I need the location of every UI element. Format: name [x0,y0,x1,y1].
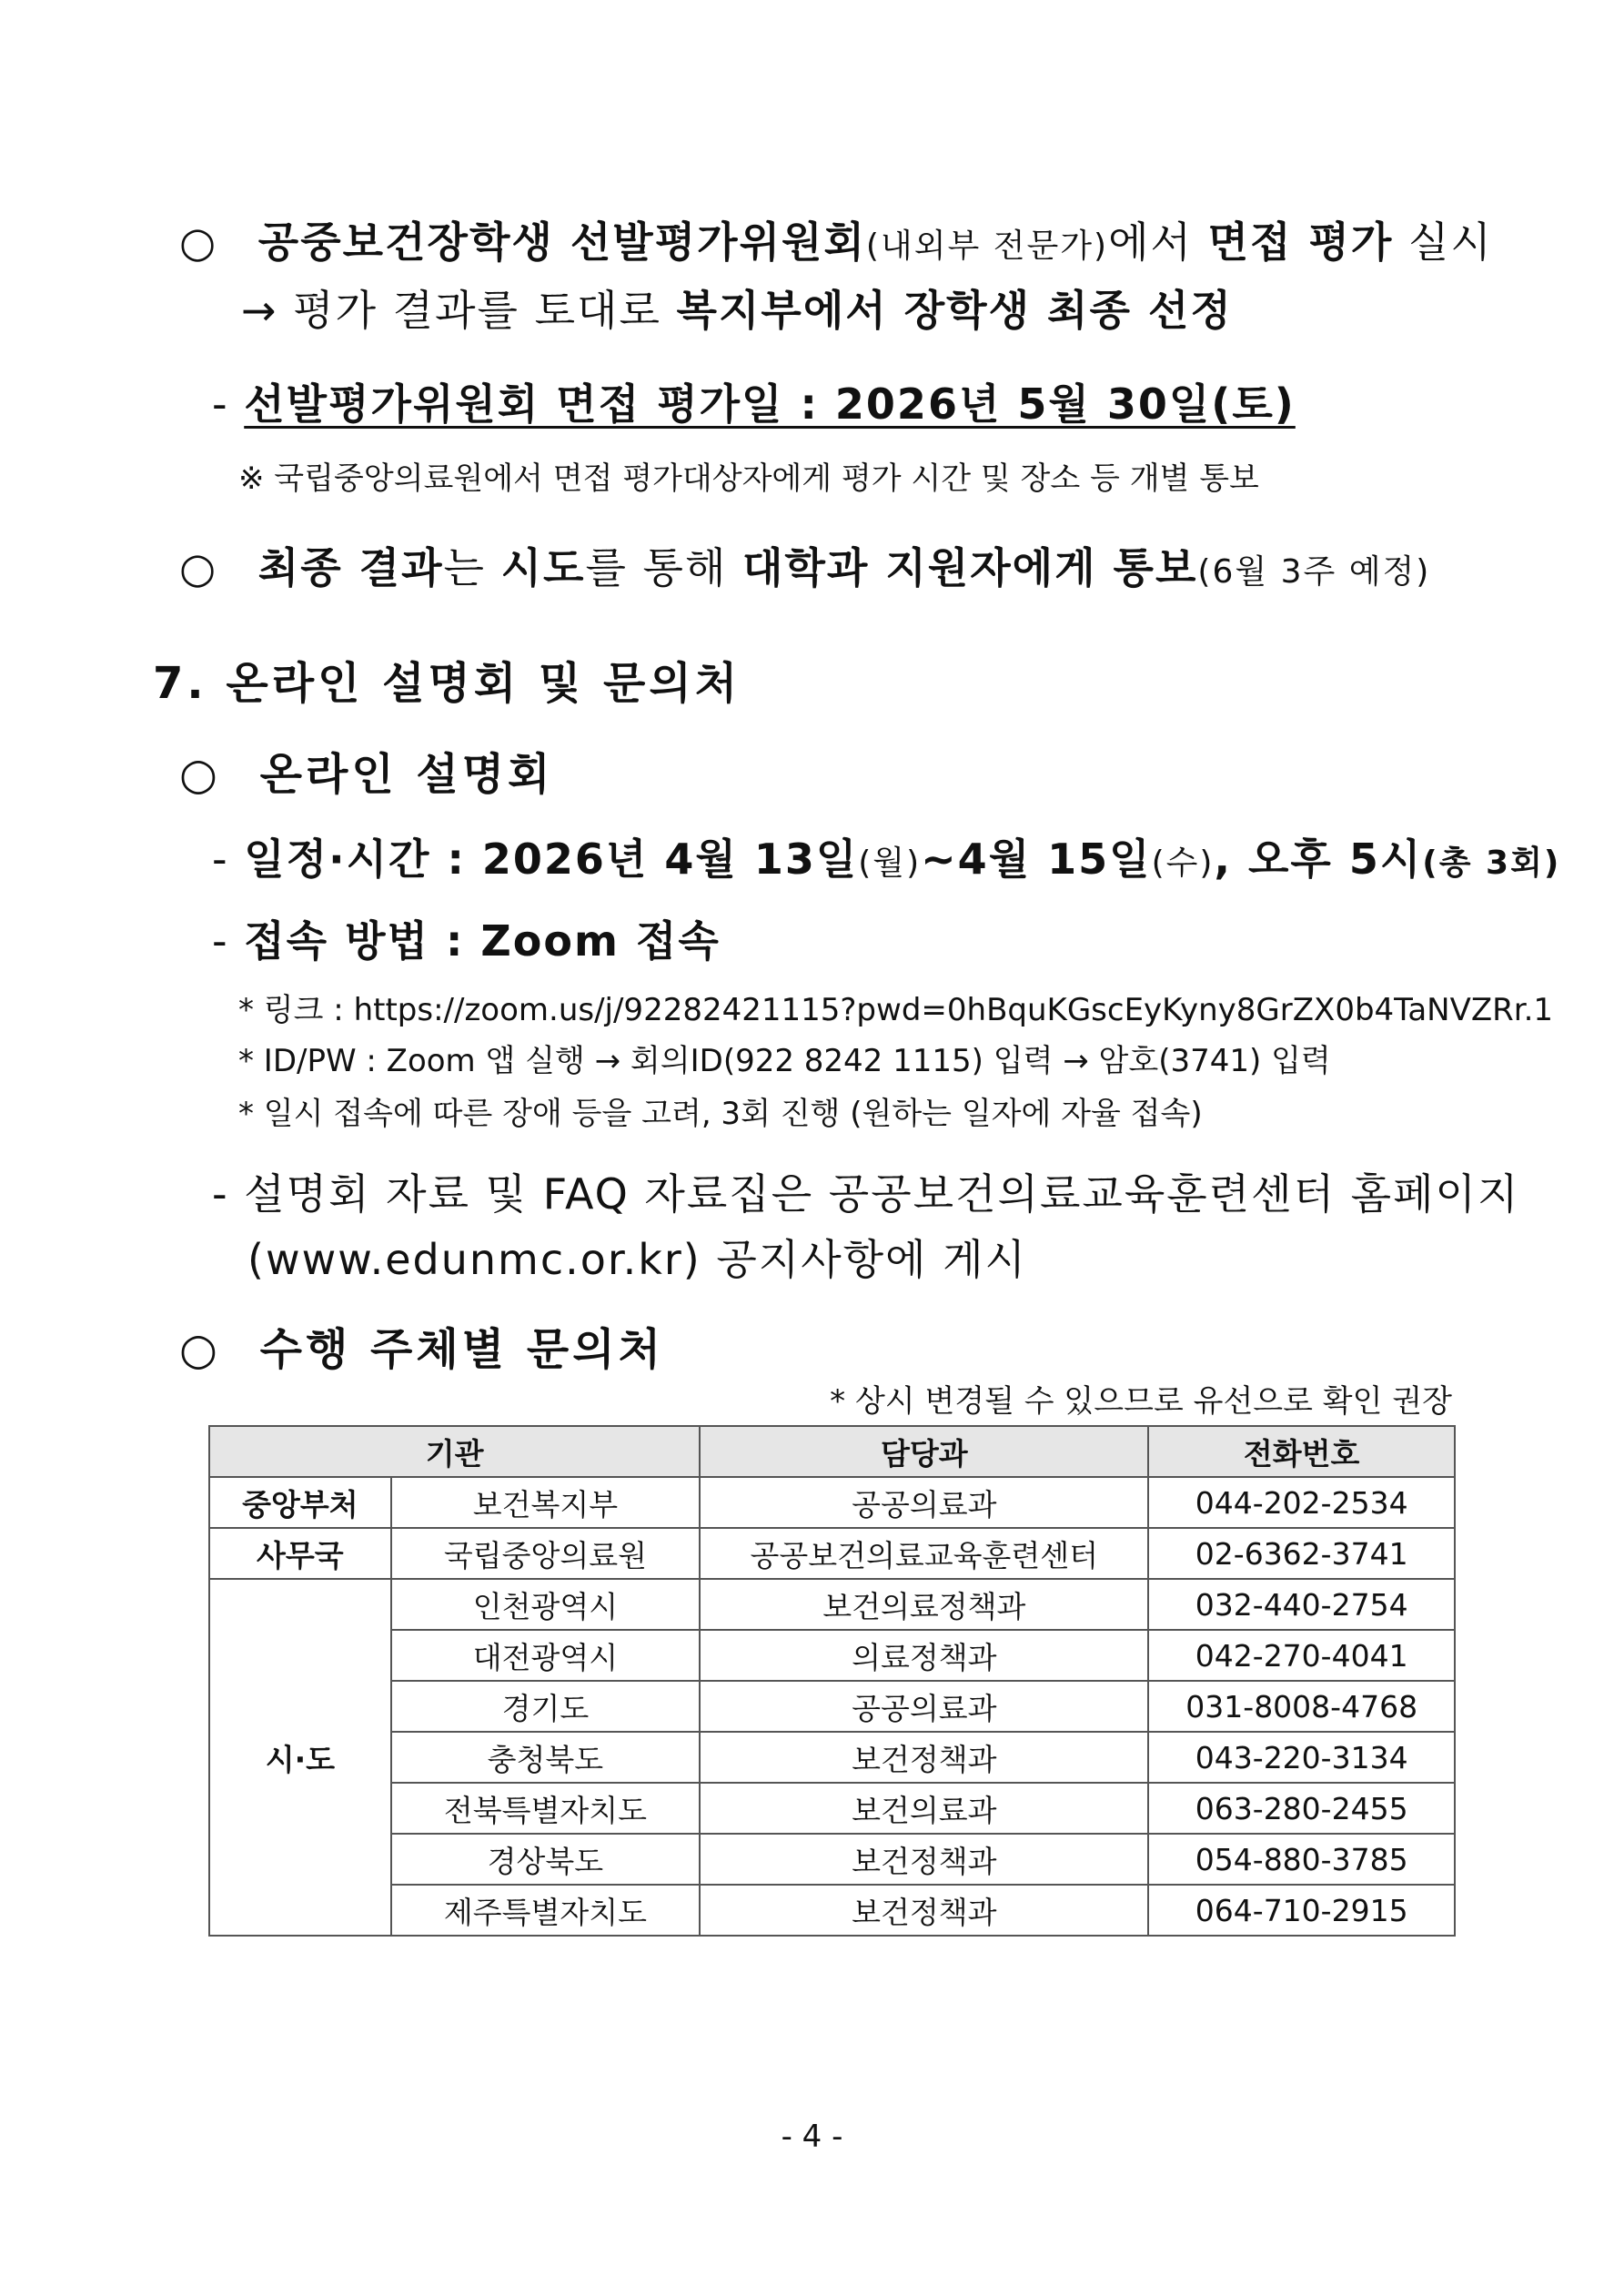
arrow-right-icon: → [241,286,278,335]
phone-cell: 031-8008-4768 [1148,1681,1455,1732]
circle-bullet-icon: ○ [179,543,218,592]
org-cell: 인천광역시 [391,1579,700,1630]
text-fragment: 를 통해 [585,543,743,592]
text-fragment: 수행 주체별 문의처 [259,1324,664,1375]
circle-bullet-icon: ○ [179,749,221,800]
committee-members: (내외부 전문가) [865,228,1109,265]
dept-cell: 보건정책과 [700,1885,1148,1936]
text-fragment: 실시 [1393,217,1493,267]
zoom-link[interactable]: * 링크 : https://zoom.us/j/92282421115?pwd=0hBquKGscEyKyny8GrZX0b4TaNVZRr.1 [238,992,1554,1028]
selection-line [241,278,1233,338]
circle-bullet-icon: ○ [179,1324,221,1375]
dash: - [212,916,245,966]
table-row [209,1834,1455,1885]
table-row [209,1477,1455,1528]
dept-cell: 보건의료과 [700,1783,1148,1834]
interview-bullet [179,209,1493,269]
org-cell: 경상북도 [391,1834,700,1885]
dept-cell: 보건정책과 [700,1834,1148,1885]
org-cell: 충청북도 [391,1732,700,1783]
phone-cell: 054-880-3785 [1148,1834,1455,1885]
schedule-line [212,826,1560,886]
org-cell: 경기도 [391,1681,700,1732]
dept-cell: 공공보건의료교육훈련센터 [700,1528,1148,1579]
table-row [209,1885,1455,1936]
phone-cell: 044-202-2534 [1148,1477,1455,1528]
access-method-line [212,908,721,968]
header-phone: 전화번호 [1148,1426,1455,1477]
text-fragment: , 오후 5시 [1214,834,1423,884]
text-fragment: 대학과 지원자에게 통보 [742,543,1198,592]
phone-cell: 043-220-3134 [1148,1732,1455,1783]
header-department: 담당과 [700,1426,1148,1477]
phone-cell: 042-270-4041 [1148,1630,1455,1681]
group-cell: 시·도 [209,1579,391,1936]
table-row [209,1579,1455,1630]
text-fragment: 최종 결과 [257,543,444,592]
org-cell: 대전광역시 [391,1630,700,1681]
dept-cell: 공공의료과 [700,1681,1148,1732]
table-row [209,1630,1455,1681]
interview-evaluation: 면접 평가 [1207,217,1394,267]
text-fragment: 는 [443,543,501,592]
final-result-bullet [179,535,1430,595]
contacts-table [208,1425,1456,1937]
materials-line-1: - 설명회 자료 및 FAQ 자료집은 공공보건의료교육훈련센터 홈페이지 [212,1169,1520,1219]
org-cell: 국립중앙의료원 [391,1528,700,1579]
phone-cell: 064-710-2915 [1148,1885,1455,1936]
header-organization: 기관 [209,1426,700,1477]
text-fragment: 에서 [1108,217,1208,267]
zoom-credentials: * ID/PW : Zoom 앱 실행 → 회의ID(922 8242 1115) 입력 → 암호(3741) 입력 [238,1043,1331,1079]
interview-date-line [212,371,1296,431]
table-header-row [209,1426,1455,1477]
text-fragment: 접속 방법 : Zoom 접속 [244,916,721,966]
table-row [209,1783,1455,1834]
phone-cell: 02-6362-3741 [1148,1528,1455,1579]
dash: - [212,834,245,884]
text-fragment: ~4월 15일 [921,834,1152,884]
text-fragment: (월) [858,845,922,882]
committee-name: 공중보건장학생 선발평가위원회 [257,217,866,267]
contacts-heading [179,1314,664,1377]
dept-cell: 의료정책과 [700,1630,1148,1681]
table-row [209,1681,1455,1732]
interview-date: 선발평가위원회 면접 평가일 : 2026년 5월 30일(토) [244,379,1296,429]
session-note: * 일시 접속에 따른 장애 등을 고려, 3회 진행 (원하는 일자에 자율 접속) [238,1096,1203,1132]
text-fragment: 평가 결과를 토대로 [277,286,677,335]
dash: - [212,379,245,429]
interview-note: ※ 국립중앙의료원에서 면접 평가대상자에게 평가 시간 및 장소 등 개별 통보 [238,460,1259,497]
text-fragment: 일정·시간 : 2026년 4월 13일 [244,834,859,884]
contacts-note: * 상시 변경될 수 있으므로 유선으로 확인 권장 [830,1383,1452,1420]
dept-cell: 보건정책과 [700,1732,1148,1783]
table-row [209,1528,1455,1579]
group-cell: 중앙부처 [209,1477,391,1528]
final-selection: 복지부에서 장학생 최종 선정 [676,286,1233,335]
org-cell: 보건복지부 [391,1477,700,1528]
dept-cell: 공공의료과 [700,1477,1148,1528]
org-cell: 전북특별자치도 [391,1783,700,1834]
text-fragment: 온라인 설명회 [259,749,554,800]
text-fragment: (총 3회) [1422,845,1561,882]
table-row [209,1732,1455,1783]
text-fragment: (6월 3주 예정) [1197,553,1431,591]
online-briefing-heading [179,739,554,802]
org-cell: 제주특별자치도 [391,1885,700,1936]
circle-bullet-icon: ○ [179,217,218,267]
text-fragment: 시도 [500,543,586,592]
section-7-title: 7. 온라인 설명회 및 문의처 [153,658,741,709]
phone-cell: 032-440-2754 [1148,1579,1455,1630]
materials-line-2[interactable]: (www.edunmc.or.kr) 공지사항에 게시 [247,1235,1027,1284]
phone-cell: 063-280-2455 [1148,1783,1455,1834]
page-number: - 4 - [781,2119,843,2155]
dept-cell: 보건의료정책과 [700,1579,1148,1630]
text-fragment: (수) [1151,845,1215,882]
group-cell: 사무국 [209,1528,391,1579]
